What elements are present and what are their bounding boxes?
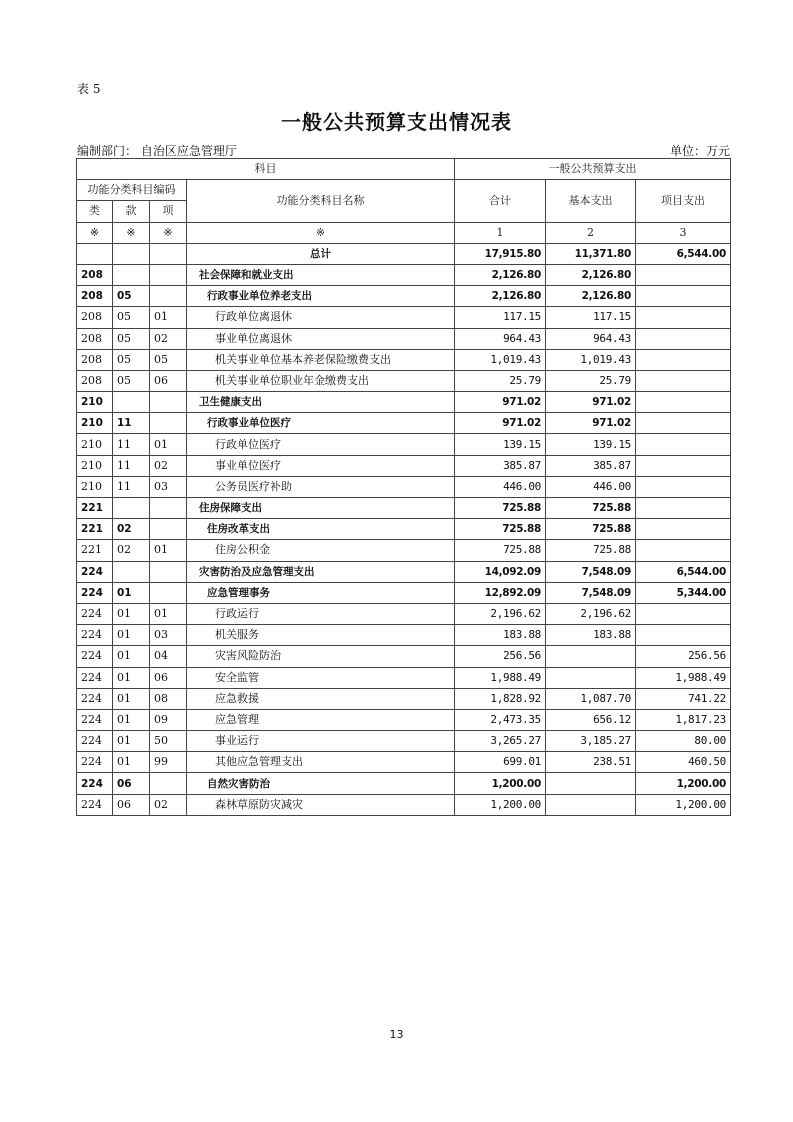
cell-name: 机关事业单位基本养老保险缴费支出 xyxy=(187,349,455,370)
cell-total: 446.00 xyxy=(455,476,546,497)
cell-xiang xyxy=(150,519,187,540)
cell-kuan xyxy=(113,392,150,413)
table-row xyxy=(77,413,731,434)
cell-total: 183.88 xyxy=(455,625,546,646)
cell-project: 6,544.00 xyxy=(636,561,731,582)
cell-basic: 238.51 xyxy=(546,752,636,773)
cell-xiang: 02 xyxy=(150,794,187,815)
cell-kuan: 01 xyxy=(113,688,150,709)
table-row xyxy=(77,752,731,773)
cell-lei xyxy=(77,243,113,264)
cell-lei: 224 xyxy=(77,773,113,794)
cell-xiang: 01 xyxy=(150,603,187,624)
cell-project: 1,817.23 xyxy=(636,709,731,730)
header-col-3: 3 xyxy=(636,222,731,243)
cell-lei: 224 xyxy=(77,625,113,646)
cell-xiang: 03 xyxy=(150,476,187,497)
cell-name: 住房公积金 xyxy=(187,540,455,561)
cell-xiang: 08 xyxy=(150,688,187,709)
cell-kuan: 01 xyxy=(113,582,150,603)
cell-project xyxy=(636,540,731,561)
cell-name: 住房保障支出 xyxy=(187,498,455,519)
table-number: 表 5 xyxy=(77,82,101,96)
cell-kuan: 11 xyxy=(113,476,150,497)
cell-lei: 210 xyxy=(77,392,113,413)
cell-project xyxy=(636,264,731,285)
cell-total: 139.15 xyxy=(455,434,546,455)
cell-lei: 210 xyxy=(77,476,113,497)
cell-xiang: 04 xyxy=(150,646,187,667)
cell-xiang: 06 xyxy=(150,370,187,391)
cell-basic: 25.79 xyxy=(546,370,636,391)
cell-name: 自然灾害防治 xyxy=(187,773,455,794)
cell-kuan: 02 xyxy=(113,540,150,561)
cell-kuan: 05 xyxy=(113,328,150,349)
table-row xyxy=(77,328,731,349)
cell-basic: 971.02 xyxy=(546,413,636,434)
cell-basic xyxy=(546,773,636,794)
cell-name: 事业单位离退休 xyxy=(187,328,455,349)
cell-basic: 964.43 xyxy=(546,328,636,349)
cell-basic: 3,185.27 xyxy=(546,731,636,752)
cell-basic: 7,548.09 xyxy=(546,561,636,582)
cell-xiang: 02 xyxy=(150,328,187,349)
cell-xiang xyxy=(150,392,187,413)
cell-basic: 725.88 xyxy=(546,498,636,519)
cell-kuan: 05 xyxy=(113,349,150,370)
cell-xiang: 02 xyxy=(150,455,187,476)
cell-project xyxy=(636,519,731,540)
cell-name: 应急救援 xyxy=(187,688,455,709)
cell-kuan: 11 xyxy=(113,455,150,476)
cell-project: 6,544.00 xyxy=(636,243,731,264)
header-mark-xiang: ※ xyxy=(150,222,187,243)
table-row xyxy=(77,540,731,561)
cell-kuan: 05 xyxy=(113,370,150,391)
cell-total: 3,265.27 xyxy=(455,731,546,752)
cell-lei: 208 xyxy=(77,307,113,328)
page-number: 13 xyxy=(389,1028,404,1041)
unit-label: 单位：万元 xyxy=(669,144,730,158)
department-label: 编制部门： 自治区应急管理厅 xyxy=(77,144,237,158)
cell-xiang: 03 xyxy=(150,625,187,646)
cell-total: 699.01 xyxy=(455,752,546,773)
cell-lei: 208 xyxy=(77,264,113,285)
cell-project: 1,200.00 xyxy=(636,773,731,794)
cell-kuan: 05 xyxy=(113,307,150,328)
cell-project xyxy=(636,286,731,307)
cell-lei: 224 xyxy=(77,561,113,582)
header-kuan: 款 xyxy=(113,201,150,222)
cell-name: 社会保障和就业支出 xyxy=(187,264,455,285)
cell-project: 741.22 xyxy=(636,688,731,709)
table-row xyxy=(77,434,731,455)
table-row xyxy=(77,476,731,497)
table-row xyxy=(77,646,731,667)
cell-lei: 224 xyxy=(77,752,113,773)
cell-total: 971.02 xyxy=(455,392,546,413)
cell-xiang: 06 xyxy=(150,667,187,688)
cell-xiang: 99 xyxy=(150,752,187,773)
header-code-group: 功能分类科目编码 xyxy=(77,180,187,201)
cell-xiang: 50 xyxy=(150,731,187,752)
cell-name: 应急管理事务 xyxy=(187,582,455,603)
cell-name: 灾害风险防治 xyxy=(187,646,455,667)
table-row xyxy=(77,709,731,730)
cell-basic: 2,126.80 xyxy=(546,286,636,307)
cell-basic: 656.12 xyxy=(546,709,636,730)
cell-name: 行政单位离退休 xyxy=(187,307,455,328)
cell-lei: 210 xyxy=(77,413,113,434)
cell-name: 事业运行 xyxy=(187,731,455,752)
table-row xyxy=(77,349,731,370)
cell-basic: 183.88 xyxy=(546,625,636,646)
cell-basic: 11,371.80 xyxy=(546,243,636,264)
cell-total: 1,828.92 xyxy=(455,688,546,709)
cell-name: 行政单位医疗 xyxy=(187,434,455,455)
cell-lei: 221 xyxy=(77,540,113,561)
cell-xiang xyxy=(150,561,187,582)
cell-name: 森林草原防灾减灾 xyxy=(187,794,455,815)
cell-total: 725.88 xyxy=(455,498,546,519)
cell-lei: 221 xyxy=(77,498,113,519)
cell-lei: 210 xyxy=(77,455,113,476)
cell-name: 总计 xyxy=(187,243,455,264)
table-row xyxy=(77,392,731,413)
cell-project xyxy=(636,349,731,370)
cell-kuan: 06 xyxy=(113,794,150,815)
cell-project xyxy=(636,392,731,413)
cell-name: 卫生健康支出 xyxy=(187,392,455,413)
cell-basic: 385.87 xyxy=(546,455,636,476)
cell-kuan: 06 xyxy=(113,773,150,794)
cell-kuan: 01 xyxy=(113,625,150,646)
cell-basic: 446.00 xyxy=(546,476,636,497)
cell-lei: 208 xyxy=(77,286,113,307)
table-row xyxy=(77,625,731,646)
cell-kuan: 01 xyxy=(113,709,150,730)
cell-kuan xyxy=(113,243,150,264)
cell-xiang: 01 xyxy=(150,540,187,561)
cell-total: 2,126.80 xyxy=(455,286,546,307)
cell-project: 460.50 xyxy=(636,752,731,773)
cell-kuan xyxy=(113,561,150,582)
cell-project xyxy=(636,625,731,646)
table-row xyxy=(77,603,731,624)
cell-basic: 725.88 xyxy=(546,519,636,540)
cell-total: 14,092.09 xyxy=(455,561,546,582)
cell-kuan: 11 xyxy=(113,434,150,455)
cell-total: 1,200.00 xyxy=(455,794,546,815)
cell-xiang xyxy=(150,413,187,434)
cell-name: 行政运行 xyxy=(187,603,455,624)
cell-project xyxy=(636,328,731,349)
header-lei: 类 xyxy=(77,201,113,222)
cell-lei: 224 xyxy=(77,582,113,603)
cell-name: 行政事业单位养老支出 xyxy=(187,286,455,307)
cell-name: 应急管理 xyxy=(187,709,455,730)
cell-xiang: 01 xyxy=(150,307,187,328)
cell-project: 256.56 xyxy=(636,646,731,667)
cell-basic: 725.88 xyxy=(546,540,636,561)
budget-table xyxy=(76,158,731,816)
cell-basic: 2,196.62 xyxy=(546,603,636,624)
cell-total: 725.88 xyxy=(455,519,546,540)
header-col-1: 1 xyxy=(455,222,546,243)
cell-name: 公务员医疗补助 xyxy=(187,476,455,497)
cell-xiang xyxy=(150,582,187,603)
cell-name: 事业单位医疗 xyxy=(187,455,455,476)
header-col-2: 2 xyxy=(546,222,636,243)
cell-lei: 224 xyxy=(77,603,113,624)
cell-total: 2,473.35 xyxy=(455,709,546,730)
header-subject: 科目 xyxy=(77,159,455,180)
cell-name: 行政事业单位医疗 xyxy=(187,413,455,434)
cell-basic: 139.15 xyxy=(546,434,636,455)
header-basic: 基本支出 xyxy=(546,180,636,222)
cell-lei: 224 xyxy=(77,667,113,688)
header-mark-kuan: ※ xyxy=(113,222,150,243)
cell-total: 385.87 xyxy=(455,455,546,476)
cell-xiang: 09 xyxy=(150,709,187,730)
cell-basic: 2,126.80 xyxy=(546,264,636,285)
cell-project xyxy=(636,413,731,434)
cell-total: 1,019.43 xyxy=(455,349,546,370)
cell-name: 住房改革支出 xyxy=(187,519,455,540)
cell-lei: 224 xyxy=(77,688,113,709)
cell-kuan: 02 xyxy=(113,519,150,540)
page-title: 一般公共预算支出情况表 xyxy=(281,110,512,134)
cell-xiang xyxy=(150,773,187,794)
cell-total: 1,200.00 xyxy=(455,773,546,794)
table-row xyxy=(77,286,731,307)
table-row xyxy=(77,455,731,476)
cell-project xyxy=(636,498,731,519)
header-total: 合计 xyxy=(455,180,546,222)
cell-total: 117.15 xyxy=(455,307,546,328)
cell-kuan: 01 xyxy=(113,752,150,773)
cell-name: 机关服务 xyxy=(187,625,455,646)
cell-basic xyxy=(546,667,636,688)
cell-lei: 208 xyxy=(77,349,113,370)
cell-lei: 208 xyxy=(77,328,113,349)
cell-xiang xyxy=(150,286,187,307)
cell-basic: 1,087.70 xyxy=(546,688,636,709)
cell-total: 25.79 xyxy=(455,370,546,391)
cell-project: 5,344.00 xyxy=(636,582,731,603)
cell-kuan: 01 xyxy=(113,667,150,688)
cell-project xyxy=(636,307,731,328)
cell-lei: 224 xyxy=(77,794,113,815)
cell-basic xyxy=(546,646,636,667)
cell-lei: 221 xyxy=(77,519,113,540)
cell-total: 2,196.62 xyxy=(455,603,546,624)
header-general-budget: 一般公共预算支出 xyxy=(455,159,731,180)
cell-xiang xyxy=(150,243,187,264)
cell-basic: 1,019.43 xyxy=(546,349,636,370)
cell-project: 1,988.49 xyxy=(636,667,731,688)
cell-lei: 224 xyxy=(77,646,113,667)
table-row xyxy=(77,688,731,709)
header-mark-lei: ※ xyxy=(77,222,113,243)
cell-lei: 208 xyxy=(77,370,113,391)
table-row xyxy=(77,582,731,603)
cell-basic: 117.15 xyxy=(546,307,636,328)
cell-total: 971.02 xyxy=(455,413,546,434)
table-row xyxy=(77,264,731,285)
table-row xyxy=(77,561,731,582)
cell-lei: 210 xyxy=(77,434,113,455)
cell-project xyxy=(636,370,731,391)
header-project: 项目支出 xyxy=(636,180,731,222)
cell-name: 灾害防治及应急管理支出 xyxy=(187,561,455,582)
cell-kuan: 05 xyxy=(113,286,150,307)
cell-total: 2,126.80 xyxy=(455,264,546,285)
cell-total: 256.56 xyxy=(455,646,546,667)
table-row xyxy=(77,667,731,688)
header-xiang: 项 xyxy=(150,201,187,222)
header-mark-name: ※ xyxy=(187,222,455,243)
cell-kuan: 01 xyxy=(113,731,150,752)
cell-project xyxy=(636,434,731,455)
table-row xyxy=(77,731,731,752)
cell-project xyxy=(636,476,731,497)
cell-name: 安全监管 xyxy=(187,667,455,688)
cell-lei: 224 xyxy=(77,709,113,730)
cell-total: 964.43 xyxy=(455,328,546,349)
cell-kuan: 11 xyxy=(113,413,150,434)
cell-kuan: 01 xyxy=(113,603,150,624)
cell-total: 725.88 xyxy=(455,540,546,561)
cell-project: 1,200.00 xyxy=(636,794,731,815)
cell-project xyxy=(636,603,731,624)
header-subject-name: 功能分类科目名称 xyxy=(187,180,455,222)
table-row xyxy=(77,519,731,540)
cell-xiang: 05 xyxy=(150,349,187,370)
table-row xyxy=(77,794,731,815)
cell-kuan: 01 xyxy=(113,646,150,667)
cell-kuan xyxy=(113,498,150,519)
cell-project xyxy=(636,455,731,476)
cell-total: 1,988.49 xyxy=(455,667,546,688)
table-row xyxy=(77,307,731,328)
cell-basic: 7,548.09 xyxy=(546,582,636,603)
cell-lei: 224 xyxy=(77,731,113,752)
cell-xiang xyxy=(150,498,187,519)
cell-name: 机关事业单位职业年金缴费支出 xyxy=(187,370,455,391)
table-row xyxy=(77,370,731,391)
cell-project: 80.00 xyxy=(636,731,731,752)
table-row xyxy=(77,773,731,794)
cell-basic: 971.02 xyxy=(546,392,636,413)
cell-basic xyxy=(546,794,636,815)
table-row xyxy=(77,243,731,264)
cell-kuan xyxy=(113,264,150,285)
cell-xiang: 01 xyxy=(150,434,187,455)
cell-total: 17,915.80 xyxy=(455,243,546,264)
table-row xyxy=(77,498,731,519)
cell-name: 其他应急管理支出 xyxy=(187,752,455,773)
cell-total: 12,892.09 xyxy=(455,582,546,603)
cell-xiang xyxy=(150,264,187,285)
